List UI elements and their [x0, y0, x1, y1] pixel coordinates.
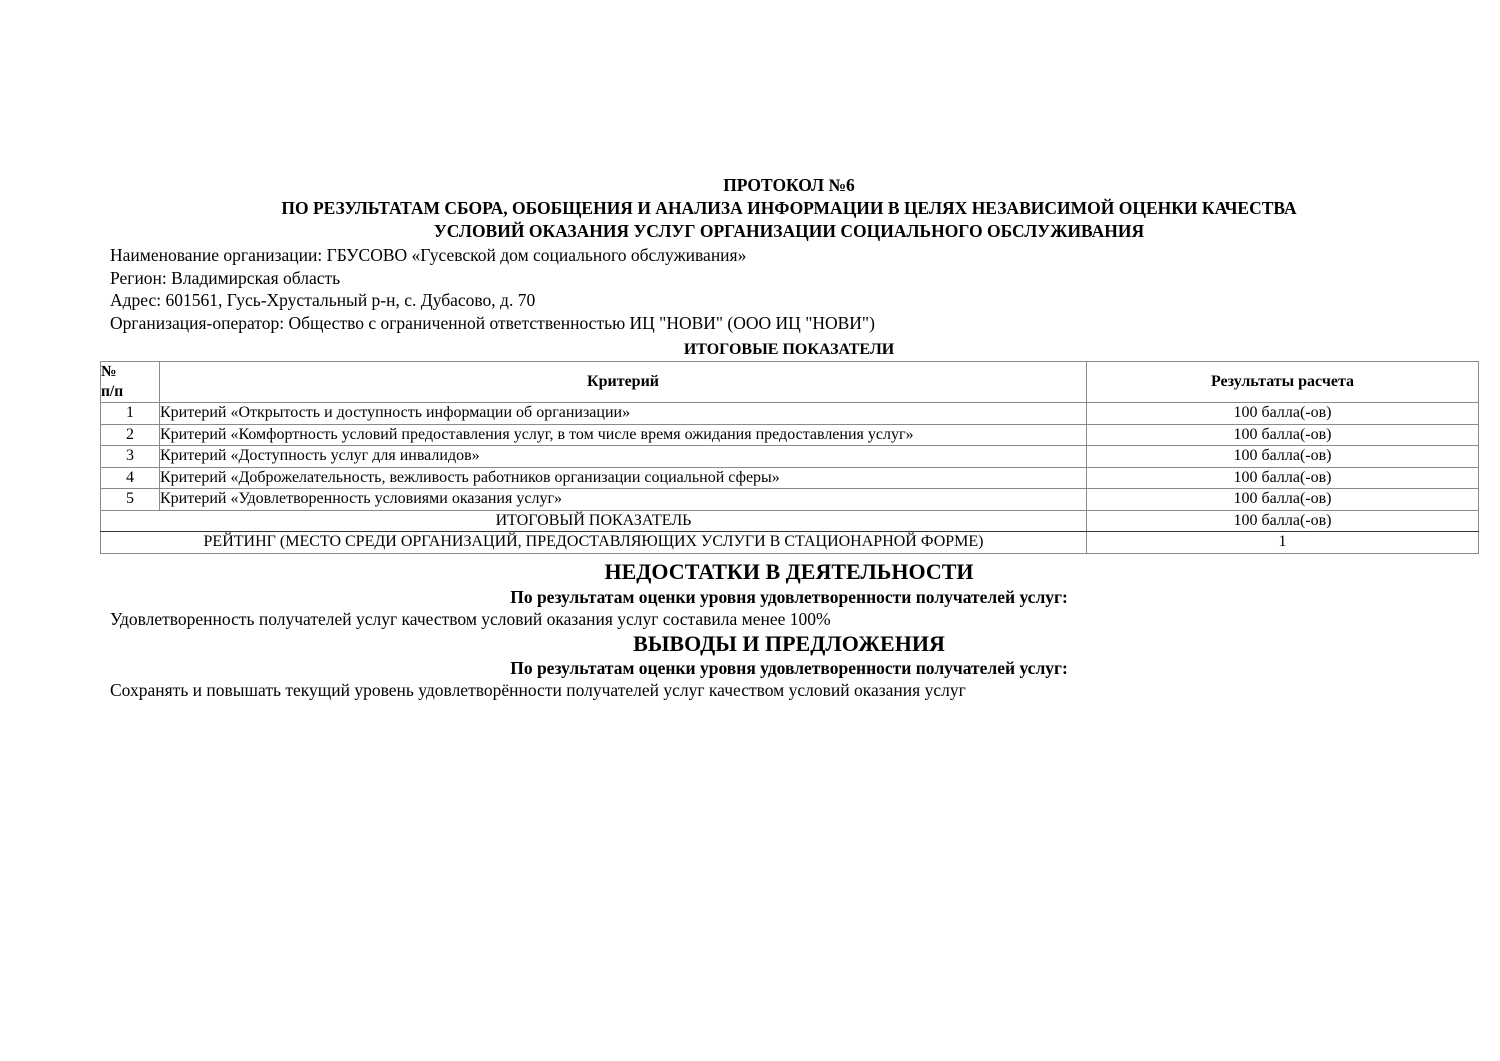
row-criterion: Критерий «Доброжелательность, вежливость работников организации социальной сферы»	[160, 467, 1087, 489]
row-number: 2	[101, 424, 160, 446]
results-table	[100, 361, 1479, 554]
row-result: 100 балла(-ов)	[1087, 403, 1479, 425]
row-criterion: Критерий «Доступность услуг для инвалидов»	[160, 446, 1087, 468]
rating-label: РЕЙТИНГ (МЕСТО СРЕДИ ОРГАНИЗАЦИЙ, ПРЕДОСТАВЛЯЮЩИХ УСЛУГИ В СТАЦИОНАРНОЙ ФОРМЕ)	[101, 532, 1087, 554]
header-number	[101, 362, 160, 403]
header-criterion: Критерий	[160, 362, 1087, 403]
total-value: 100 балла(-ов)	[1087, 510, 1479, 532]
conclusions-text: Сохранять и повышать текущий уровень удовлетворённости получателей услуг качеством условий оказания услуг	[110, 680, 966, 700]
title-line-1: ПРОТОКОЛ №6	[723, 175, 855, 195]
total-label: ИТОГОВЫЙ ПОКАЗАТЕЛЬ	[101, 510, 1087, 532]
row-result: 100 балла(-ов)	[1087, 489, 1479, 511]
table-caption: ИТОГОВЫЕ ПОКАЗАТЕЛИ	[683, 341, 895, 358]
row-number: 3	[101, 446, 160, 468]
row-result: 100 балла(-ов)	[1087, 424, 1479, 446]
table-row	[101, 467, 1479, 489]
rating-row	[101, 532, 1479, 554]
region: Регион: Владимирская область	[110, 267, 341, 288]
address: Адрес: 601561, Гусь-Хрустальный р-н, с. Дубасово, д. 70	[110, 290, 536, 310]
shortcomings-text: Удовлетворенность получателей услуг качеством условий оказания услуг составила менее 100%	[110, 609, 831, 629]
row-number: 5	[101, 489, 160, 511]
table-row	[101, 403, 1479, 425]
header-number-label: п/п	[101, 383, 124, 400]
header-number-symbol: №	[101, 363, 117, 380]
operator: Организация-оператор: Общество с ограниченной ответственностью ИЦ "НОВИ" (ООО ИЦ "НОВИ")	[110, 312, 875, 333]
header-result: Результаты расчета	[1087, 362, 1479, 403]
table-row	[101, 424, 1479, 446]
shortcomings-title: НЕДОСТАТКИ В ДЕЯТЕЛЬНОСТИ	[604, 559, 974, 584]
total-row	[101, 510, 1479, 532]
row-result: 100 балла(-ов)	[1087, 467, 1479, 489]
row-number: 4	[101, 467, 160, 489]
table-row	[101, 446, 1479, 468]
title-line-3: УСЛОВИЙ ОКАЗАНИЯ УСЛУГ ОРГАНИЗАЦИИ СОЦИАЛЬНОГО ОБСЛУЖИВАНИЯ	[433, 221, 1145, 241]
row-criterion: Критерий «Открытость и доступность информации об организации»	[160, 403, 1087, 425]
table-row	[101, 489, 1479, 511]
rating-value: 1	[1087, 532, 1479, 554]
row-criterion: Критерий «Комфортность условий предоставления услуг, в том числе время ожидания предоставления услуг»	[160, 424, 1087, 446]
conclusions-title: ВЫВОДЫ И ПРЕДЛОЖЕНИЯ	[633, 631, 945, 656]
shortcomings-subtitle: По результатам оценки уровня удовлетворенности получателей услуг:	[510, 587, 1068, 607]
conclusions-subtitle: По результатам оценки уровня удовлетворенности получателей услуг:	[510, 658, 1068, 678]
table-header-row	[101, 362, 1479, 403]
row-result: 100 балла(-ов)	[1087, 446, 1479, 468]
organization-name: Наименование организации: ГБУСОВО «Гусевской дом социального обслуживания»	[110, 245, 747, 265]
protocol-title	[100, 174, 1478, 243]
organization-info	[110, 244, 875, 334]
row-criterion: Критерий «Удовлетворенность условиями оказания услуг»	[160, 489, 1087, 511]
row-number: 1	[101, 403, 160, 425]
title-line-2: ПО РЕЗУЛЬТАТАМ СБОРА, ОБОБЩЕНИЯ И АНАЛИЗА ИНФОРМАЦИИ В ЦЕЛЯХ НЕЗАВИСИМОЙ ОЦЕНКИ КАЧЕСТВА	[281, 198, 1297, 218]
